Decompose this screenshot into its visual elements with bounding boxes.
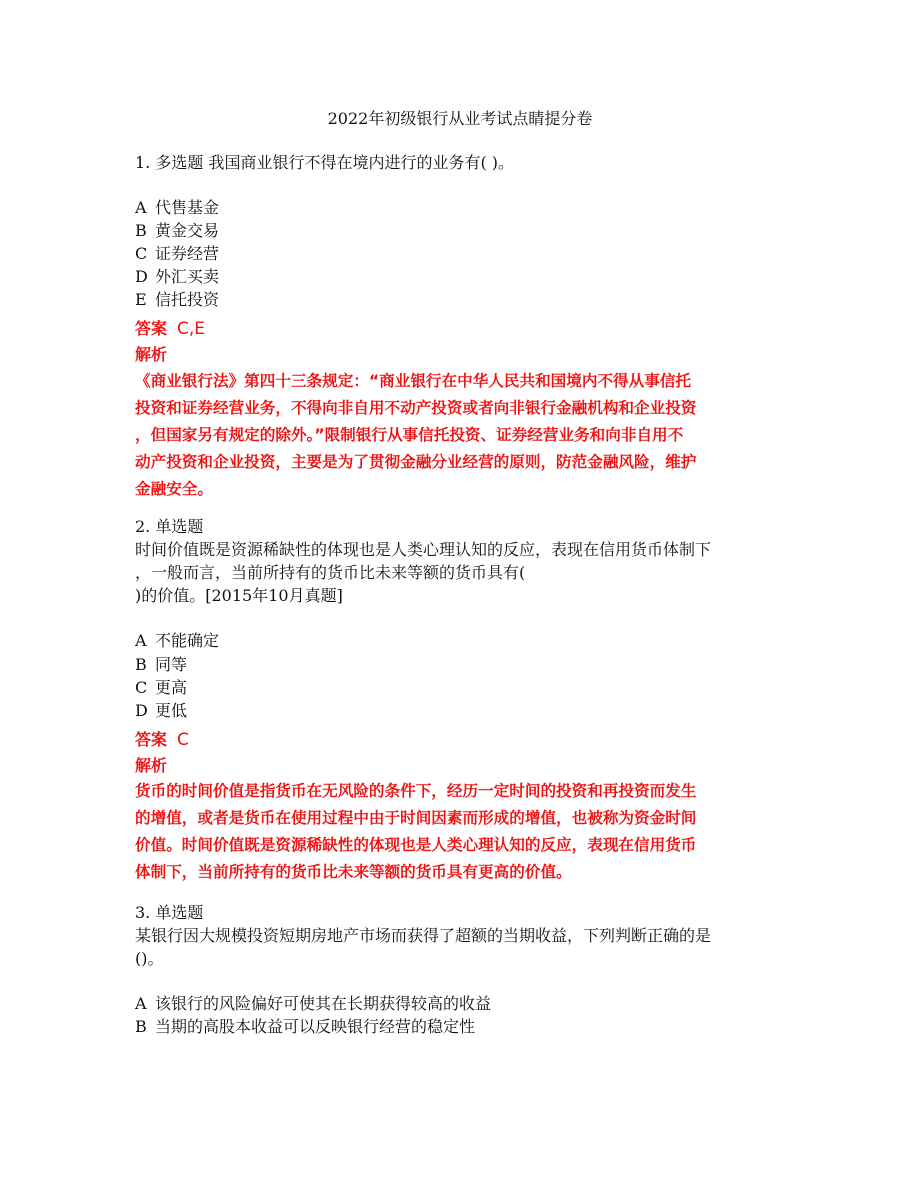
option-letter: B bbox=[135, 1017, 147, 1036]
q3-stem-line: ()。 bbox=[135, 949, 164, 968]
option-text: 更高 bbox=[155, 678, 188, 697]
option-text: 该银行的风险偏好可使其在长期获得较高的收益 bbox=[155, 994, 492, 1013]
analysis-line: ，但国家另有规定的除外。”限制银行从事信托投资、证券经营业务和向非自用不 bbox=[135, 426, 684, 444]
q2-option-d bbox=[135, 700, 795, 722]
option-letter: D bbox=[135, 267, 148, 286]
q2-option-b bbox=[135, 654, 795, 676]
option-text: 黄金交易 bbox=[155, 221, 220, 240]
q3-stem-line: 某银行因大规模投资短期房地产市场而获得了超额的当期收益，下列判断正确的是 bbox=[135, 926, 712, 945]
q1-option-d bbox=[135, 266, 795, 288]
analysis-line: 货币的时间价值是指货币在无风险的条件下，经历一定时间的投资和再投资而发生 bbox=[135, 782, 697, 800]
option-text: 证券经营 bbox=[155, 244, 220, 263]
page-title: 2022年初级银行从业考试点睛提分卷 bbox=[327, 109, 593, 128]
answer-label: 答案 bbox=[135, 319, 168, 338]
option-text: 当期的高股本收益可以反映银行经营的稳定性 bbox=[155, 1017, 476, 1036]
q3-option-b bbox=[135, 1016, 795, 1038]
option-letter: D bbox=[135, 701, 148, 720]
q1-option-e bbox=[135, 289, 795, 311]
q1-option-b bbox=[135, 220, 795, 242]
analysis-line: 的增值，或者是货币在使用过程中由于时间因素而形成的增值，也被称为资金时间 bbox=[135, 809, 697, 827]
option-text: 信托投资 bbox=[155, 290, 220, 309]
q2-analysis-label: 解析 bbox=[135, 756, 168, 775]
option-text: 外汇买卖 bbox=[155, 267, 220, 286]
q2-stem-line: ，一般而言，当前所持有的货币比未来等额的货币具有( bbox=[135, 563, 526, 582]
q2-answer bbox=[135, 729, 189, 751]
q2-header: 2. 单选题 bbox=[135, 517, 204, 536]
option-letter: C bbox=[135, 678, 148, 697]
analysis-line: 体制下，当前所持有的货币比未来等额的货币具有更高的价值。 bbox=[135, 863, 572, 881]
answer-label: 答案 bbox=[135, 730, 168, 749]
q2-analysis bbox=[135, 778, 795, 886]
q2-option-a bbox=[135, 630, 795, 652]
analysis-line: 价值。时间价值既是资源稀缺性的体现也是人类心理认知的反应，表现在信用货币 bbox=[135, 836, 697, 854]
q1-analysis-label: 解析 bbox=[135, 345, 168, 364]
option-letter: A bbox=[135, 631, 147, 650]
option-letter: B bbox=[135, 221, 147, 240]
q1-option-c bbox=[135, 243, 795, 265]
answer-value: C,E bbox=[177, 319, 206, 339]
analysis-line: 投资和证券经营业务，不得向非自用不动产投资或者向非银行金融机构和企业投资 bbox=[135, 399, 697, 417]
q2-stem-line: )的价值。[2015年10月真题] bbox=[135, 586, 343, 605]
q1-answer bbox=[135, 318, 205, 340]
q1-analysis bbox=[135, 368, 795, 503]
answer-value: C bbox=[177, 730, 189, 750]
option-text: 同等 bbox=[155, 655, 188, 674]
option-letter: C bbox=[135, 244, 148, 263]
q3-header: 3. 单选题 bbox=[135, 903, 204, 922]
q2-stem-line: 时间价值既是资源稀缺性的体现也是人类心理认知的反应，表现在信用货币体制下 bbox=[135, 540, 712, 559]
q1-option-a bbox=[135, 197, 795, 219]
option-letter: E bbox=[135, 290, 147, 309]
option-text: 不能确定 bbox=[155, 631, 220, 650]
q2-option-c bbox=[135, 677, 795, 699]
analysis-line: 《商业银行法》第四十三条规定：“商业银行在中华人民共和国境内不得从事信托 bbox=[135, 372, 692, 390]
q3-option-a bbox=[135, 993, 795, 1015]
q1-header: 1. 多选题 我国商业银行不得在境内进行的业务有( )。 bbox=[135, 153, 515, 172]
option-letter: A bbox=[135, 198, 147, 217]
option-text: 更低 bbox=[155, 701, 188, 720]
analysis-line: 金融安全。 bbox=[135, 480, 213, 498]
option-letter: B bbox=[135, 655, 147, 674]
option-letter: A bbox=[135, 994, 147, 1013]
option-text: 代售基金 bbox=[155, 198, 220, 217]
analysis-line: 动产投资和企业投资，主要是为了贯彻金融分业经营的原则，防范金融风险，维护 bbox=[135, 453, 697, 471]
